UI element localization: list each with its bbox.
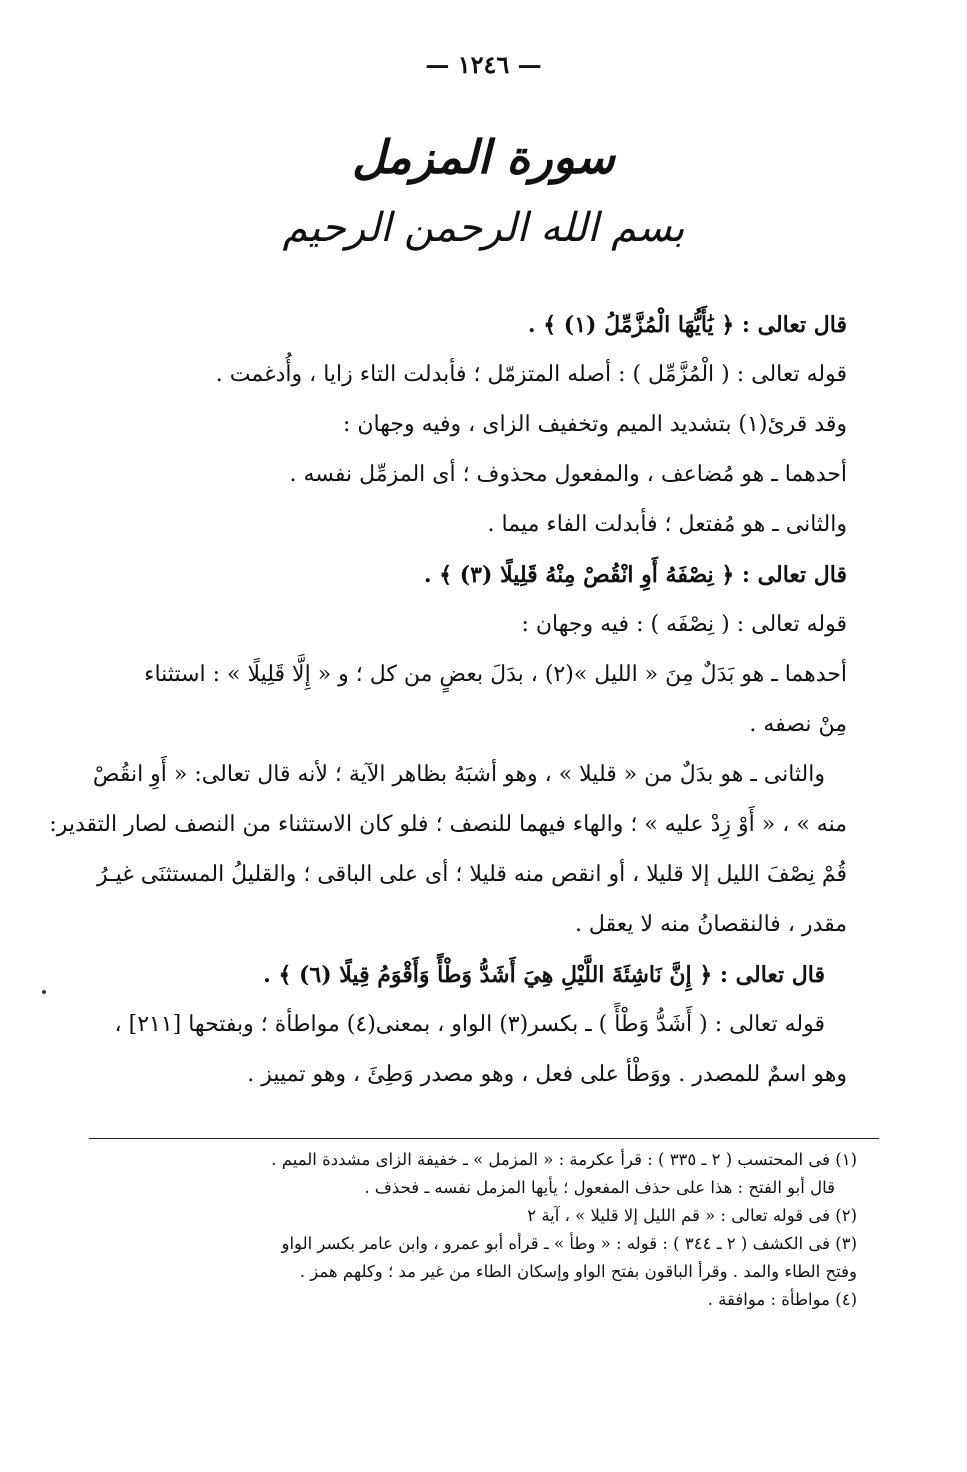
text-line: قُمْ نِصْفَ الليل إلا قليلا ، أو انقص منه قليلا ؛ أى على الباقى ؛ والقليلُ المستثنَى غيـرُ: [97, 862, 847, 887]
footnote-line: قال أبو الفتح : هذا على حذف المفعول ؛ يأيها المزمل نفسه ـ فحذف .: [364, 1178, 835, 1197]
text-line: وقد قرئ(١) بتشديد الميم وتخفيف الزاى ، وفيه وجهان :: [342, 412, 847, 437]
main-text: [49, 300, 847, 1100]
page-number: — ١٢٤٦ —: [425, 50, 542, 79]
text-line: قال تعالى : ﴿ إِنَّ نَاشِئَةَ اللَّيْلِ هِيَ أَشَدُّ وَطْأً وَأَقْوَمُ قِيلًا (٦) ﴾ .: [263, 962, 825, 988]
text-line: قوله تعالى : ( أَشَدُّ وَطْأً ) ـ بكسر(٣) الواو ، بمعنى(٤) مواطأة ؛ وبفتحها [٢١١] ،: [114, 1012, 825, 1037]
footnote-line: (١) فى المحتسب ( ٢ ـ ٣٣٥ ) : قرأ عكرمة : « المزمل » ـ خفيفة الزاى مشددة الميم .: [271, 1150, 857, 1169]
footnote-line: (٤) مواطأة : موافقة .: [707, 1290, 857, 1309]
speck-mark: [42, 990, 46, 994]
footnotes: [87, 1146, 857, 1314]
footnote-line: (٣) فى الكشف ( ٢ ـ ٣٤٤ ) : قوله : « وطأ » ـ قرأه أبو عمرو ، وابن عامر بكسر الواو: [281, 1234, 857, 1253]
text-line: قال تعالى : ﴿ يَٰأَيُّهَا الْمُزَّمِّلُ (١) ﴾ .: [527, 312, 847, 338]
text-line: قال تعالى : ﴿ نِصْفَهُ أَوِ انْقُصْ مِنْهُ قَلِيلًا (٣) ﴾ .: [423, 562, 847, 588]
text-line: قوله تعالى : ( نِصْفَه ) : فيه وجهان :: [521, 612, 847, 637]
surah-title: سورة المزمل: [352, 130, 615, 184]
text-line: والثانى ـ هو بدَلٌ من « قليلا » ، وهو أشبَهُ بظاهر الآية ؛ لأنه قال تعالى: « أَوِ انقُصْ: [92, 762, 825, 787]
text-line: أحدهما ـ هو بَدَلٌ مِنَ « الليل »(٢) ، بدَلَ بعضٍ من كل ؛ و « إِلَّا قَلِيلًا » : استثناء: [144, 662, 847, 687]
text-line: مقدر ، فالنقصانُ منه لا يعقل .: [574, 912, 847, 937]
footnote-line: وفتح الطاء والمد . وقرأ الباقون بفتح الواو وإسكان الطاء من غير مد ؛ وكلهم همز .: [299, 1262, 857, 1281]
footnote-separator: [89, 1138, 879, 1139]
text-line: منه » ، « أَوْ زِدْ عليه » ؛ والهاء فيهما للنصف ؛ فلو كان الاستثناء من النصف لصار التقدير:: [49, 812, 847, 837]
text-line: وهو اسمٌ للمصدر . ووَطْأ على فعل ، وهو مصدر وَطِئَ ، وهو تمييز .: [247, 1062, 847, 1087]
basmala: بسم الله الرحمن الرحيم: [282, 205, 685, 251]
text-line: قوله تعالى : ( الْمُزَّمِّل ) : أصله المتزمّل ؛ فأبدلت التاء زايا ، وأُدغمت .: [215, 362, 847, 387]
text-line: مِنْ نصفه .: [749, 712, 847, 737]
text-line: والثانى ـ هو مُفتعل ؛ فأبدلت الفاء ميما .: [487, 512, 847, 537]
text-line: أحدهما ـ هو مُضاعف ، والمفعول محذوف ؛ أى المزمِّل نفسه .: [289, 462, 847, 487]
footnote-line: (٢) فى قوله تعالى : « قم الليل إلا قليلا » ، آية ٢: [527, 1206, 857, 1225]
